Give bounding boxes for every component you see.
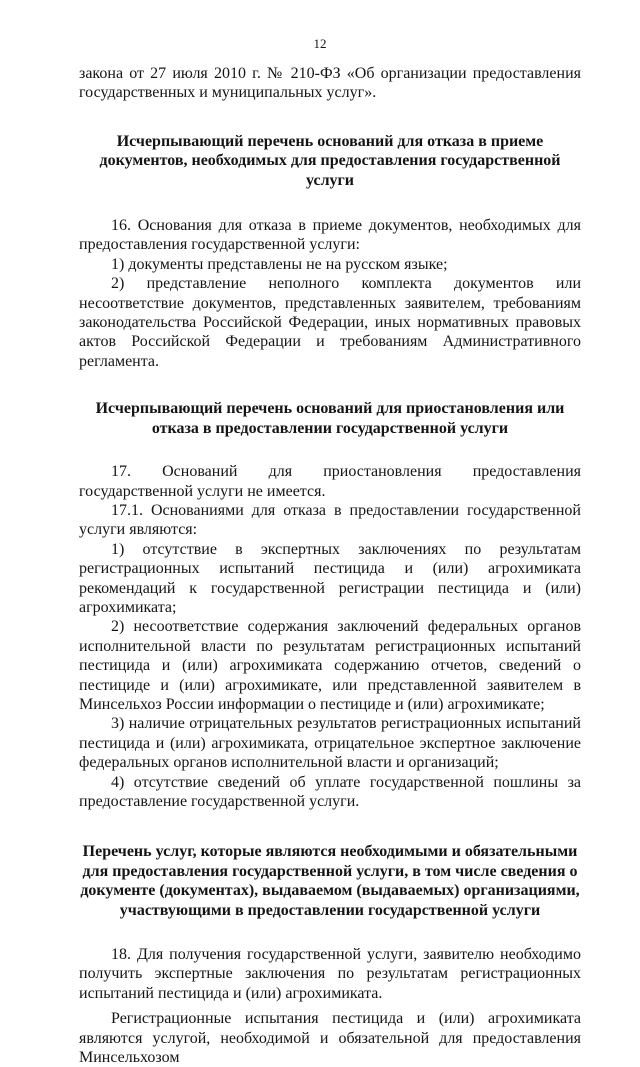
page-number: 12 <box>313 36 327 51</box>
section-heading-refusal-acceptance <box>79 132 581 190</box>
paragraph-17-1: 17.1. Основаниями для отказа в предоставлении государственной услуги являются: <box>79 501 581 539</box>
intro-line-2: государственных и муниципальных услуг». <box>79 84 377 102</box>
intro-line-1: закона от 27 июля 2010 г. № 210-ФЗ «Об организации предоставления <box>79 65 581 82</box>
list-item-2: 2) несоответствие содержания заключений федеральных органов исполнительной власти по результатам регистрационных испытаний пестицида и (или) агрохимиката содержанию отчетов, сведений о пестициде и (или) агрохимикате, или представленной заявителем в Минсельхоз России информации о пестициде и (или) агрохимикате; <box>79 618 581 713</box>
list-item-1-rest: регистрационных испытаний пестицида и (или) агрохимиката рекомендаций к государственной регистрации пестицида и (или) агрохимиката; <box>79 560 581 616</box>
section-heading-suspension <box>79 399 581 438</box>
heading-line: для предоставления государственной услуги, в том числе сведения о <box>82 862 578 880</box>
list-item-4: 4) отсутствие сведений об уплате государственной пошлины за предоставление государственной услуги. <box>79 773 581 810</box>
heading-line: Исчерпывающий перечень оснований для приостановления или <box>95 400 565 418</box>
list-item-1: 1) документы представлены не на русском языке; <box>111 255 448 273</box>
heading-line: отказа в предоставлении государственной услуги <box>151 419 509 437</box>
list-item-1-line-1: 1) отсутствие в экспертных заключениях по результатам <box>111 540 581 558</box>
list-item-2: 2) представление неполного комплекта документов или несоответствие документов, представленных заявителем, требованиям законодательства Российской Федерации, иных нормативных правовых актов Российской Федерации и требованиям Административного регламента. <box>79 275 581 370</box>
document-body <box>79 64 581 1067</box>
paragraph-registration-tests: Регистрационные испытания пестицида и (или) агрохимиката являются услугой, необходимой и обязательной для предоставления Минсельхозом <box>79 1010 581 1067</box>
heading-line: документов, необходимых для предоставления государственной услуги <box>99 152 561 189</box>
heading-line: участвующими в предоставлении государственной услуги <box>119 901 541 919</box>
heading-line: документе (документах), выдаваемом (выдаваемых) организациями, <box>80 882 580 900</box>
section-heading-required-services <box>79 842 581 920</box>
paragraph-16: 16. Основания для отказа в приеме документов, необходимых для предоставления государственной услуги: <box>79 217 581 254</box>
heading-line: Перечень услуг, которые являются необходимыми и обязательными <box>82 843 578 861</box>
heading-line: Исчерпывающий перечень оснований для отказа в приеме <box>116 132 544 150</box>
paragraph-18: 18. Для получения государственной услуги, заявителю необходимо получить экспертные заключения по результатам регистрационных испытаний пестицида и (или) агрохимиката. <box>79 946 581 1002</box>
paragraph-17: 17. Оснований для приостановления предоставления государственной услуги не имеется. <box>79 463 581 500</box>
list-item-3: 3) наличие отрицательных результатов регистрационных испытаний пестицида и (или) агрохимиката, отрицательное экспертное заключение федеральных органов исполнительной власти и организаций; <box>79 715 581 772</box>
